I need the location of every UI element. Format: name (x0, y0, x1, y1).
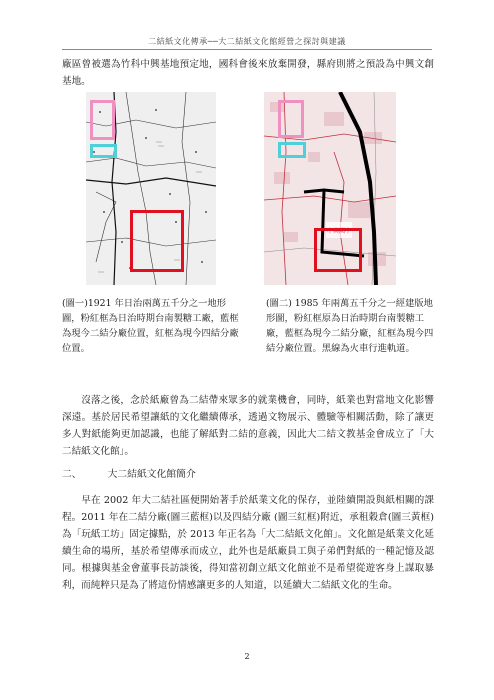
section-title: 大二結紙文化館簡介 (107, 469, 196, 480)
figure-2-caption: (圖二) 1985 年兩萬五千分之一經建版地形圖，粉紅框原為日治時期台南製糖工廠，藍框為現今二結分廠，紅框為現今四結分廠位置。黑線為火車行進軌道。 (266, 298, 434, 354)
header-rule (62, 49, 432, 50)
red-frame (314, 228, 362, 272)
map-school-label: 中興國中 (326, 228, 352, 235)
blue-frame (90, 144, 117, 158)
figure-1-caption: (圖一)1921 年日治兩萬五千分之一地形圖，粉紅框為日治時期台南製糖工廠，藍框為現今二結分廠位置，紅框為現今四結分廠位置。 (62, 298, 239, 354)
section-heading (62, 466, 196, 480)
figure-1-map (86, 92, 216, 285)
running-header: 二結紙文化傳承──大二結紙文化館經營之探討與建議 (148, 37, 346, 46)
blue-frame (278, 142, 306, 158)
figure-2-map (264, 92, 396, 285)
body-paragraph-1: 沒落之後，念於紙廠曾為二結帶來眾多的就業機會，同時，紙業也對當地文化影響深遠。基於居民希望讓紙的文化繼續傳承，透過文物展示、體驗等相關活動，除了讓更多人對紙能夠更加認識，也能了解紙對二結的意義，因此大二結文教基金會成立了「大二結紙文化館」。 (62, 395, 434, 457)
intro-paragraph: 廠區曾被選為竹科中興基地預定地，國科會後來放棄開發，縣府則將之預設為中興文創基地。 (62, 59, 434, 87)
pink-frame (278, 100, 304, 138)
page-number: 2 (244, 652, 250, 661)
body-paragraph-2: 早在 2002 年大二結社區便開始著手於紙業文化的保存，並陸續開設與紙相關的課程。2011 年在二結分廠(圖三藍框)以及四結分廠 (圖三紅框)附近，承租穀倉(圖三黃框)為「玩紙工坊」固定據點，於 2013 年正名為「大二結紙文化館」。文化館是紙業文化延續生命的場所，基於希望傳承而成立，此外也是紙廠員工與子弟們對紙的一種記憶及認同。根據與基金會董事長訪談後，得知當初創立紙文化館並不是希望從遊客身上謀取暴利，而純粹只是為了將這份情感讓更多的人知道，以延續大二結紙文化的生命。 (62, 495, 434, 591)
pink-frame (90, 100, 115, 140)
red-frame (130, 210, 184, 272)
section-number: 二、 (62, 469, 82, 480)
